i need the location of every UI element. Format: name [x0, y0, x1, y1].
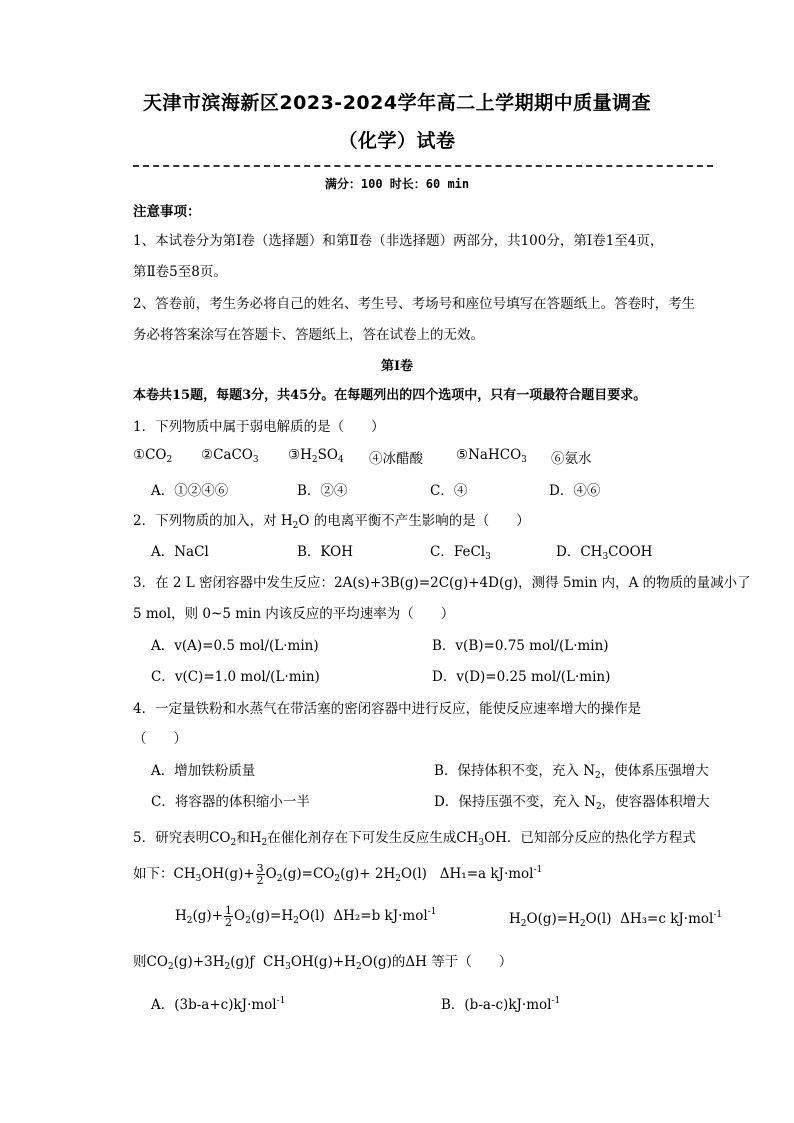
- q2-stem: 2．下列物质的加入，对 $H_2O$ 的电离平衡不产生影响的是（ ）: [133, 513, 530, 531]
- q2-option-a: A．NaCl: [151, 544, 209, 560]
- q1-item-2: ②CaCO$_3$: [201, 447, 259, 465]
- q4-option-d: D．保持压强不变，充入 $N_2$，使容器体积增大: [434, 794, 710, 812]
- notice-item2-line2: 务必将答案涂写在答题卡、答题纸上，答在试卷上的无效。: [133, 327, 484, 343]
- q3-option-b: B．v(B)=0.75 mol/(L·min): [432, 638, 609, 654]
- section-name: 第Ⅰ卷: [380, 359, 414, 374]
- q1-option-d: D．④⑥: [549, 483, 601, 499]
- q5-question-line: 则$CO_2(g)+3H_2(g)ƒ$ $CH_3OH(g)+H_2O(g)$的ΔH 等于（ ）: [133, 954, 513, 972]
- notice-heading: 注意事项：: [133, 204, 201, 220]
- q1-option-c: C．④: [430, 483, 468, 499]
- q4-option-b: B．保持体积不变，充入 $N_2$，使体系压强增大: [434, 763, 709, 781]
- q3-line2: 5 mol，则 0~5 min 内该反应的平均速率为（ ）: [133, 606, 455, 622]
- q1-item-1: $①CO_2$: [133, 447, 173, 465]
- fraction-3-2: $\frac{3}{2}$: [256, 862, 264, 887]
- q5-equation-1: 如下：$CH_3OH(g)+$ $\frac{3}{2}$ $O_2(g)=CO_2(g)+ 2H_2O(l)$ ΔH₁=a kJ·mol$^{-1}$: [133, 862, 543, 887]
- q1-item-4: ④冰醋酸: [369, 451, 423, 467]
- exam-title-line2: （化学）试卷: [338, 130, 456, 152]
- q5-option-a: A．(3b-a+c)kJ·mol$^{-1}$: [151, 996, 286, 1013]
- q4-option-a: A．增加铁粉质量: [151, 763, 256, 779]
- q1-item-6: ⑥氨水: [551, 451, 592, 467]
- q2-option-d: D．$CH_3COOH$: [556, 544, 653, 562]
- exam-meta: 满分：100 时长：60 min: [324, 177, 470, 191]
- q3-option-c: C．v(C)=1.0 mol/(L·min): [151, 669, 320, 685]
- exam-title-line1: 天津市滨海新区2023-2024学年高二上学期期中质量调查: [142, 92, 652, 114]
- q4-option-c: C．将容器的体积缩小一半: [151, 794, 310, 810]
- q5-option-b: B．(b-a-c)kJ·mol$^{-1}$: [441, 996, 561, 1013]
- q4-line1: 4．一定量铁粉和水蒸气在带活塞的密闭容器中进行反应，能使反应速率增大的操作是: [133, 701, 642, 717]
- q5-line1: 5．研究表明$CO_2$和$H_2$在催化剂存在下可发生反应生成$CH_3OH$．已知部分反应的热化学方程式: [133, 830, 696, 848]
- q1-option-b: B．②④: [297, 483, 348, 499]
- q5-equation-2: $H_2(g)+$ $\frac{1}{2}$ $O_2(g)=H_2O(l)$ ΔH₂=b kJ·mol$^{-1}$: [175, 904, 437, 929]
- section-instructions: 本卷共15题，每题3分，共45分。在每题列出的四个选项中，只有一项最符合题目要求。: [133, 388, 647, 403]
- notice-item1-line1: 1、本试卷分为第Ⅰ卷（选择题）和第Ⅱ卷（非选择题）两部分，共100分，第Ⅰ卷1至4页，: [133, 233, 664, 249]
- header-divider: [133, 165, 713, 167]
- q1-item-3: $③H_2SO_4$: [288, 447, 344, 465]
- q3-line1: 3．在 2 L 密闭容器中发生反应：2A(s)+3B(g)=2C(g)+4D(g)，测得 5min 内，A 的物质的量减小了: [133, 575, 751, 591]
- notice-item2-line1: 2、答卷前，考生务必将自己的姓名、考生号、考场号和座位号填写在答题纸上。答卷时，考生: [133, 296, 696, 312]
- q3-option-a: A．v(A)=0.5 mol/(L·min): [151, 638, 319, 654]
- q2-option-b: B．KOH: [297, 544, 353, 560]
- q1-stem: 1．下列物质中属于弱电解质的是（ ）: [133, 419, 385, 435]
- q4-line2: （ ）: [133, 731, 187, 747]
- q5-equation-3: $H_2O(g)=H_2O(l)$ ΔH₃=c kJ·mol$^{-1}$: [509, 910, 723, 929]
- fraction-1-2: $\frac{1}{2}$: [225, 904, 233, 929]
- q1-item-5: ⑤NaHCO$_3$: [456, 447, 527, 465]
- q3-option-d: D．v(D)=0.25 mol/(L·min): [432, 669, 611, 685]
- q2-option-c: C．FeCl$_3$: [430, 544, 491, 562]
- q1-option-a: A．①②④⑥: [151, 483, 229, 499]
- notice-item1-line2: 第Ⅱ卷5至8页。: [133, 264, 227, 280]
